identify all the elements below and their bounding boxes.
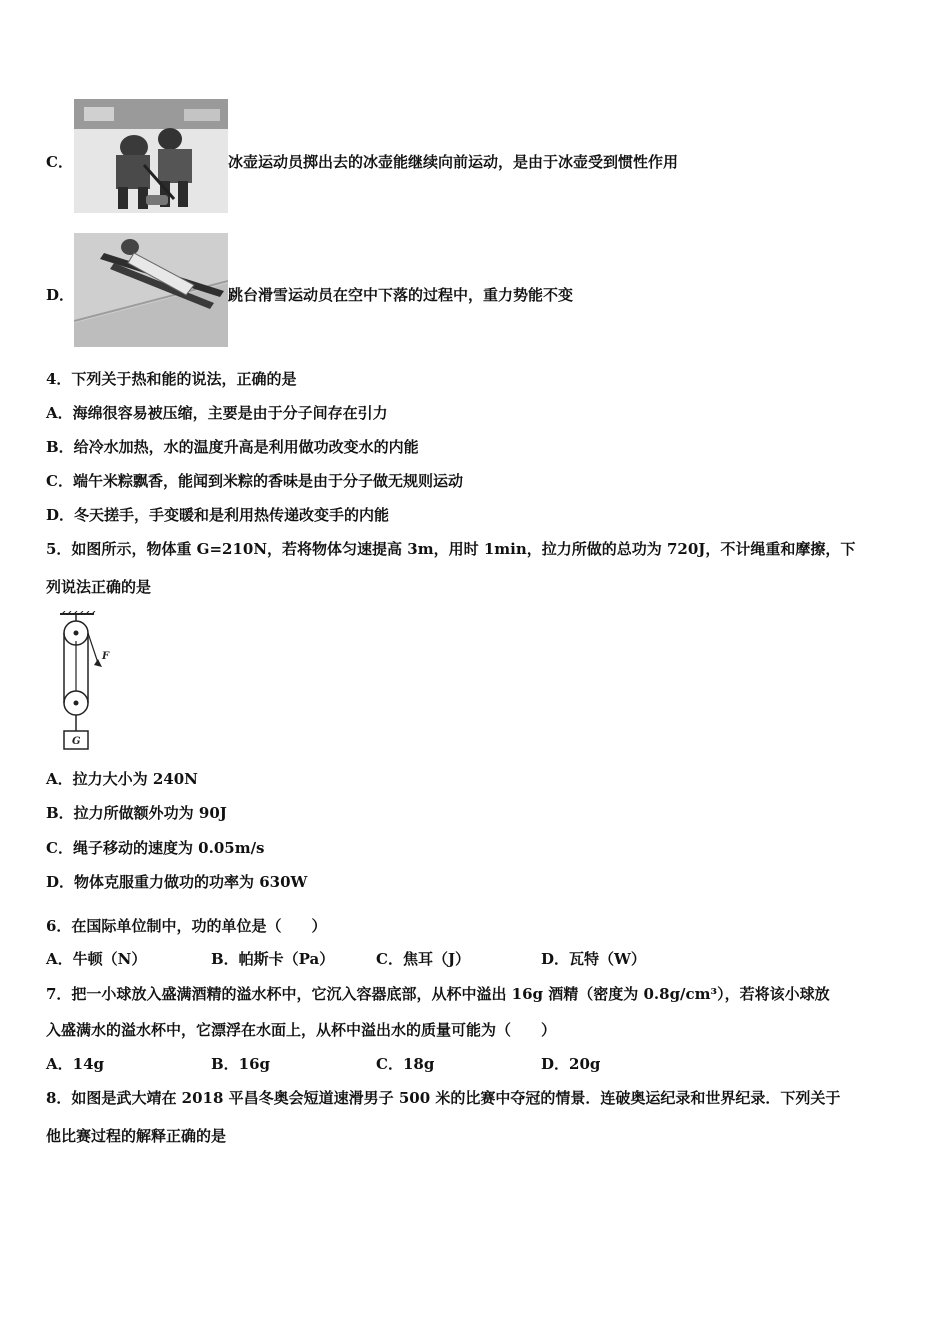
q7-option-d: D．20g	[541, 1055, 601, 1073]
q6-option-c: C．焦耳（J）	[376, 950, 471, 968]
q5-option-d: D．物体克服重力做功的功率为 630W	[46, 873, 308, 891]
q6-option-d: D．瓦特（W）	[541, 950, 646, 968]
ski-jump-photo	[74, 233, 228, 347]
q5-stem-line1: 5．如图所示，物体重 G=210N，若将物体匀速提高 3m，用时 1min，拉力所做的总功为 720J，不计绳重和摩擦，下	[46, 540, 856, 558]
q6-stem: 6．在国际单位制中，功的单位是（ ）	[46, 917, 327, 935]
q6-option-a: A．牛顿（N）	[46, 950, 147, 968]
q3-option-c-text: 冰壶运动员掷出去的冰壶能继续向前运动，是由于冰壶受到惯性作用	[228, 153, 679, 171]
q5-stem-line2: 列说法正确的是	[46, 578, 152, 596]
q5-option-b: B．拉力所做额外功为 90J	[46, 804, 227, 822]
q5-option-c: C．绳子移动的速度为 0.05m/s	[46, 839, 265, 857]
q4-option-c: C．端午米粽飘香，能闻到米粽的香味是由于分子做无规则运动	[46, 472, 463, 490]
q4-stem: 4．下列关于热和能的说法，正确的是	[46, 370, 297, 388]
q7-options	[46, 1054, 600, 1074]
q8-stem-line2: 他比赛过程的解释正确的是	[46, 1127, 227, 1145]
q3-option-c-label: C．	[46, 153, 73, 171]
q3-option-c	[46, 152, 679, 172]
q3-option-d	[46, 285, 574, 305]
q3-option-d-text: 跳台滑雪运动员在空中下落的过程中，重力势能不变	[228, 286, 574, 304]
q4-option-d: D．冬天搓手，手变暖和是利用热传递改变手的内能	[46, 506, 390, 524]
pulley-weight-label: G	[72, 736, 81, 747]
q6-options	[46, 949, 646, 969]
pulley-force-label: F	[102, 651, 110, 662]
q5-option-a: A．拉力大小为 240N	[46, 770, 198, 788]
q7-option-b: B．16g	[211, 1055, 271, 1073]
curling-photo	[74, 99, 228, 213]
q7-option-a: A．14g	[46, 1055, 105, 1073]
pulley-figure	[54, 611, 134, 753]
q7-option-c: C．18g	[376, 1055, 435, 1073]
q4-option-a: A．海绵很容易被压缩，主要是由于分子间存在引力	[46, 404, 388, 422]
q7-stem-line2: 入盛满水的溢水杯中，它漂浮在水面上，从杯中溢出水的质量可能为（ ）	[46, 1021, 557, 1039]
q8-stem-line1: 8．如图是武大靖在 2018 平昌冬奥会短道速滑男子 500 米的比赛中夺冠的情景．连破奥运纪录和世界纪录．下列关于	[46, 1089, 841, 1107]
q7-stem-line1: 7．把一小球放入盛满酒精的溢水杯中，它沉入容器底部，从杯中溢出 16g 酒精（密度为 0.8g/cm³），若将该小球放	[46, 985, 830, 1003]
q3-option-d-label: D．	[46, 286, 75, 304]
q4-option-b: B．给冷水加热，水的温度升高是利用做功改变水的内能	[46, 438, 419, 456]
q6-option-b: B．帕斯卡（Pa）	[211, 950, 335, 968]
